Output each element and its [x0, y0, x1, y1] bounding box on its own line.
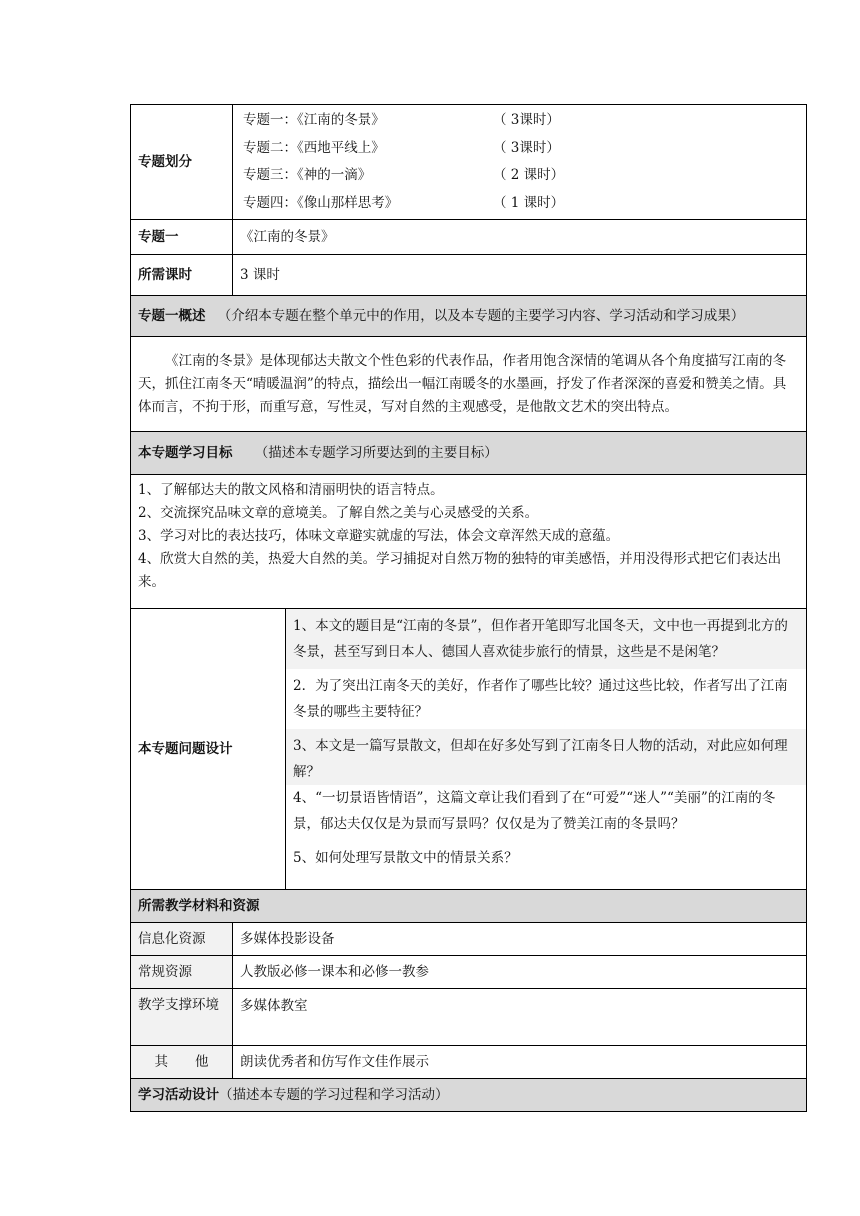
question-item: 1、本文的题目是“江南的冬景”，但作者开笔即写北国冬天，文中也一再提到北方的冬景，甚至写到日本人、德国人喜欢徒步旅行的情景，这些是不是闲笔？: [286, 609, 806, 669]
topic-item: [243, 162, 796, 190]
goals-header-row: [131, 432, 807, 475]
hours-value: 3 课时: [233, 255, 807, 296]
topic-hours: （ 1 课时）: [493, 194, 565, 211]
resource-row: [131, 989, 807, 1046]
activities-note: （描述本专题的学习过程和学习活动）: [219, 1087, 449, 1103]
resource-row: [131, 923, 807, 956]
resource-value: 朗读优秀者和仿写作文佳作展示: [233, 1046, 807, 1079]
resource-row: [131, 956, 807, 989]
lesson-plan-document: [130, 104, 806, 1112]
resource-label: 其 他: [131, 1046, 233, 1079]
resource-row: [131, 1046, 807, 1079]
resource-value: 多媒体教室: [233, 989, 807, 1046]
topic-item: [243, 190, 796, 218]
overview-body-row: [131, 337, 807, 432]
overview-note: （介绍本专题在整个单元中的作用，以及本专题的主要学习内容、学习活动和学习成果）: [217, 308, 745, 324]
question-item: 4、“一切景语皆情语”，这篇文章让我们看到了在“可爱”“迷人”“美丽”的江南的冬景，郁达夫仅仅是为景而写景吗？仅仅是为了赞美江南的冬景吗？: [293, 790, 776, 832]
activities-label: 学习活动设计: [138, 1087, 219, 1103]
topic-title: 专题二：《西地平线上》: [243, 139, 385, 156]
questions-label: 本专题问题设计: [131, 609, 286, 890]
hours-row: [131, 255, 807, 296]
goal-item: 1、了解郁达夫的散文风格和清丽明快的语言特点。: [138, 482, 444, 498]
goal-item: 3、学习对比的表达技巧，体味文章避实就虚的写法，体会文章浑然天成的意蕴。: [138, 528, 620, 544]
topics-row: [131, 105, 807, 220]
goal-item: 4、欣赏大自然的美，热爱大自然的美。学习捕捉对自然万物的独特的审美感悟，并用没得形式把它们表达出来。: [138, 551, 782, 590]
activities-header: [131, 1079, 807, 1112]
topic-one-label: 专题一: [131, 220, 233, 255]
resources-label: 所需教学材料和资源: [131, 890, 807, 923]
resources-header-row: [131, 890, 807, 923]
question-item: 2．为了突出江南冬天的美好，作者作了哪些比较？通过这些比较，作者写出了江南冬景的哪些主要特征？: [293, 678, 788, 720]
resource-value: 多媒体投影设备: [233, 923, 807, 956]
overview-text: 《江南的冬景》是体现郁达夫散文个性色彩的代表作品，作者用饱含深情的笔调从各个角度描写江南的冬天，抓住江南冬天“晴暖温润”的特点，描绘出一幅江南暖冬的水墨画，抒发了作者深深的喜爱和赞美之情。具体而言，不拘于形，而重写意，写性灵，写对自然的主观感受，是他散文艺术的突出特点。: [131, 337, 807, 432]
lesson-plan-table: [130, 104, 807, 1112]
question-item: 3、本文是一篇写景散文，但却在好多处写到了江南冬日人物的活动，对此应如何理解？: [286, 729, 806, 785]
goals-header: [131, 432, 807, 475]
resource-label: 教学支撑环境: [131, 989, 233, 1046]
goals-list: [131, 475, 807, 609]
topic-item: [243, 135, 796, 163]
resource-label: 常规资源: [131, 956, 233, 989]
topic-hours: （ 2 课时）: [493, 167, 565, 183]
topic-title: 专题四：《像山那样思考》: [243, 194, 399, 211]
topic-title: 专题一：《江南的冬景》: [243, 112, 385, 128]
overview-label: 专题一概述: [138, 308, 206, 324]
topics-list: [233, 105, 807, 220]
goal-item: 2、交流探究品味文章的意境美。了解自然之美与心灵感受的关系。: [138, 505, 539, 521]
goals-note: （描述本专题学习所要达到的主要目标）: [254, 445, 498, 461]
topic-one-value: 《江南的冬景》: [233, 220, 807, 255]
topic-hours: （ 3课时）: [493, 139, 560, 156]
topics-label: 专题划分: [131, 105, 233, 220]
overview-header-row: [131, 296, 807, 337]
goals-body-row: [131, 475, 807, 609]
topic-title: 专题三：《神的一滴》: [243, 167, 372, 183]
questions-list: [286, 609, 807, 890]
topic-item: [243, 107, 796, 135]
questions-row: [131, 609, 807, 890]
resource-value: 人教版必修一课本和必修一教参: [233, 956, 807, 989]
hours-label: 所需课时: [131, 255, 233, 296]
topic-hours: （ 3课时）: [493, 112, 560, 128]
question-item: 5、如何处理写景散文中的情景关系？: [293, 850, 518, 866]
topic-one-row: [131, 220, 807, 255]
overview-header: [131, 296, 807, 337]
activities-header-row: [131, 1079, 807, 1112]
resource-label: 信息化资源: [131, 923, 233, 956]
goals-label: 本专题学习目标: [138, 445, 233, 461]
